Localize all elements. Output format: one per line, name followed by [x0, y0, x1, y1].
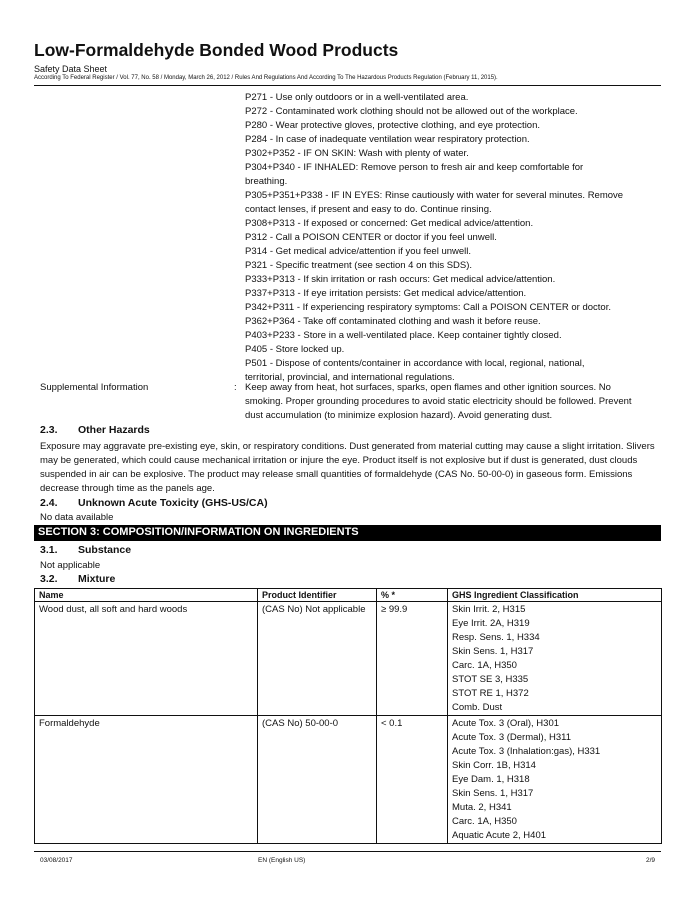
other-hazards-text: Exposure may aggravate pre-existing eye, skin, or respiratory conditions. Dust generated from material cutting may cause a slight irritation. Slivers may be generated, which could cause mechanical irritation or injure the eye. Product itself is not explosive but if dust is generated, dust clouds suspended in air can be explosive. The product may release small quantities of formaldehyde (CAS No. 50-00-0) in gaseous form. Emissions decrease through time as the panels age.: [40, 441, 655, 494]
table-row: [35, 716, 662, 844]
footer-date: 03/08/2017: [40, 857, 73, 864]
precautionary-statement: P403+P233 - Store in a well-ventilated place. Keep container tightly closed.: [245, 330, 562, 341]
acute-toxicity-text: No data available: [40, 512, 114, 523]
substance-text: Not applicable: [40, 560, 101, 571]
precautionary-statement: P280 - Wear protective gloves, protective clothing, and eye protection.: [245, 120, 541, 131]
mixture-heading: [40, 573, 115, 585]
other-hazards-heading: [40, 424, 150, 436]
classification-entry: Comb. Dust: [452, 702, 503, 713]
acute-toxicity-heading: [40, 497, 268, 509]
footer-language: EN (English US): [258, 857, 306, 864]
substance-heading: [40, 544, 131, 556]
precautionary-statement: P271 - Use only outdoors or in a well-ventilated area.: [245, 92, 469, 103]
section-3-title: SECTION 3: COMPOSITION/INFORMATION ON INGREDIENTS: [38, 526, 359, 538]
precautionary-statement: P302+P352 - IF ON SKIN: Wash with plenty of water.: [245, 148, 469, 159]
precautionary-statement: P337+P313 - If eye irritation persists: Get medical advice/attention.: [245, 288, 527, 299]
precautionary-statement: P305+P351+P338 - IF IN EYES: Rinse cautiously with water for several minutes. Remove: [245, 190, 624, 201]
classification-entry: Skin Sens. 1, H317: [452, 646, 534, 657]
supplemental-info-label: Supplemental Information: [40, 382, 149, 393]
classification-entry: Acute Tox. 3 (Dermal), H311: [452, 732, 571, 743]
column-header-identifier: Product Identifier: [258, 589, 377, 602]
precautionary-statement: contact lenses, if present and easy to do. Continue rinsing.: [245, 204, 492, 215]
ingredient-identifier: (CAS No) 50-00-0: [258, 716, 377, 844]
precautionary-statement: P314 - Get medical advice/attention if you feel unwell.: [245, 246, 472, 257]
precautionary-statement: P362+P364 - Take off contaminated clothing and wash it before reuse.: [245, 316, 541, 327]
substance-number: 3.1.: [40, 544, 58, 556]
ingredient-classification: [448, 716, 662, 844]
footer-page-number: 2/9: [645, 857, 655, 864]
precautionary-statement: P405 - Store locked up.: [245, 344, 345, 355]
table-header-row: [35, 589, 662, 602]
other-hazards-title: Other Hazards: [78, 424, 150, 436]
classification-entry: Aquatic Acute 2, H401: [452, 830, 547, 841]
ingredient-percent: < 0.1: [377, 716, 448, 844]
precautionary-statements-list: [245, 91, 637, 385]
precautionary-statement: P501 - Dispose of contents/container in accordance with local, regional, national,: [245, 358, 585, 369]
classification-entry: Carc. 1A, H350: [452, 660, 517, 671]
classification-entry: Muta. 2, H341: [452, 802, 512, 813]
precautionary-statement: P304+P340 - IF INHALED: Remove person to fresh air and keep comfortable for: [245, 162, 584, 173]
regulation-reference: According To Federal Register / Vol. 77, No. 58 / Monday, March 26, 2012 / Rules And Regulations And According To The Hazardous Products Regulation (February 11, 2015).: [34, 75, 498, 81]
ingredient-name: Wood dust, all soft and hard woods: [35, 602, 258, 716]
classification-entry: Skin Sens. 1, H317: [452, 788, 534, 799]
other-hazards-number: 2.3.: [40, 424, 58, 436]
mixture-title: Mixture: [78, 573, 116, 585]
precautionary-statement: P333+P313 - If skin irritation or rash occurs: Get medical advice/attention.: [245, 274, 556, 285]
section-3-header: [34, 525, 661, 541]
classification-entry: Skin Irrit. 2, H315: [452, 604, 526, 615]
table-row: [35, 602, 662, 716]
page-title: Low-Formaldehyde Bonded Wood Products: [34, 40, 399, 60]
ingredient-identifier: (CAS No) Not applicable: [258, 602, 377, 716]
precautionary-statement: P308+P313 - If exposed or concerned: Get medical advice/attention.: [245, 218, 534, 229]
column-header-percent: % *: [377, 589, 448, 602]
supplemental-info-colon: :: [234, 382, 237, 393]
precautionary-statement: breathing.: [245, 176, 288, 187]
classification-entry: Resp. Sens. 1, H334: [452, 632, 540, 643]
precautionary-statement: P321 - Specific treatment (see section 4 on this SDS).: [245, 260, 473, 271]
precautionary-statement: P272 - Contaminated work clothing should not be allowed out of the workplace.: [245, 106, 578, 117]
classification-entry: Acute Tox. 3 (Inhalation:gas), H331: [452, 746, 601, 757]
acute-toxicity-number: 2.4.: [40, 497, 58, 509]
precautionary-statement: P342+P311 - If experiencing respiratory symptoms: Call a POISON CENTER or doctor.: [245, 302, 611, 313]
footer-divider: [34, 851, 661, 852]
classification-entry: STOT RE 1, H372: [452, 688, 529, 699]
substance-title: Substance: [78, 544, 132, 556]
acute-toxicity-title: Unknown Acute Toxicity (GHS-US/CA): [78, 497, 268, 509]
mixture-number: 3.2.: [40, 573, 58, 585]
classification-entry: Eye Irrit. 2A, H319: [452, 618, 530, 629]
classification-entry: Eye Dam. 1, H318: [452, 774, 530, 785]
column-header-classification: GHS Ingredient Classification: [448, 589, 662, 602]
supplemental-info-text: Keep away from heat, hot surfaces, sparks, open flames and other ignition sources. No smoking. Proper grounding procedures to avoid static electricity should be followed. Prevent dust accumulation (to minimize explosion hazard). Avoid generating dust.: [245, 382, 632, 421]
classification-entry: STOT SE 3, H335: [452, 674, 529, 685]
ingredient-name: Formaldehyde: [35, 716, 258, 844]
classification-entry: Carc. 1A, H350: [452, 816, 517, 827]
classification-entry: Skin Corr. 1B, H314: [452, 760, 536, 771]
document-type: Safety Data Sheet: [34, 64, 108, 74]
header-divider: [34, 85, 661, 86]
precautionary-statement: P312 - Call a POISON CENTER or doctor if you feel unwell.: [245, 232, 497, 243]
precautionary-statement: P284 - In case of inadequate ventilation wear respiratory protection.: [245, 134, 530, 145]
ingredients-table: [34, 588, 662, 844]
classification-entry: Acute Tox. 3 (Oral), H301: [452, 718, 560, 729]
ingredient-percent: ≥ 99.9: [377, 602, 448, 716]
precautionary-statement: territorial, provincial, and international regulations.: [245, 372, 455, 383]
ingredient-classification: [448, 602, 662, 716]
column-header-name: Name: [35, 589, 258, 602]
